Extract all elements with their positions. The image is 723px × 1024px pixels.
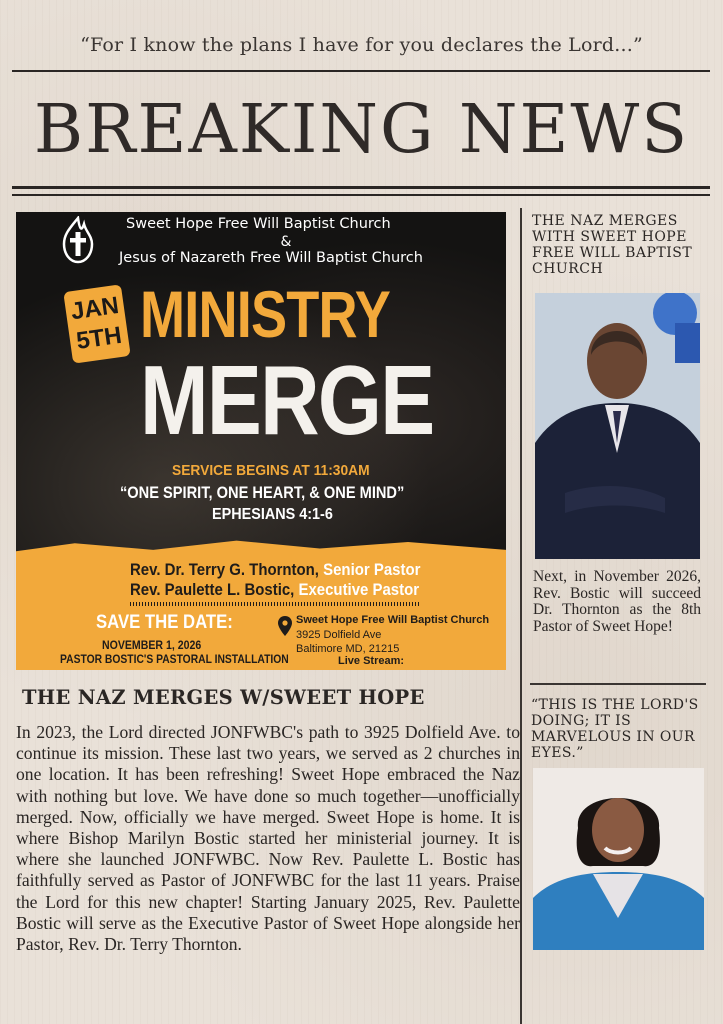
pastor-line-2	[130, 580, 419, 600]
date-badge	[63, 284, 130, 363]
flyer-church-name-2: Jesus of Nazareth Free Will Baptist Church	[119, 250, 423, 266]
flyer-ampersand: &	[280, 234, 292, 250]
pastor2-role: Executive Pastor	[298, 580, 420, 599]
address-church: Sweet Hope Free Will Baptist Church	[296, 614, 490, 626]
hatch-divider	[130, 602, 420, 606]
woman-portrait-image	[533, 768, 704, 950]
article-body: In 2023, the Lord directed JONFWBC's path to 3925 Dolfield Ave. to continue its mission. These last two years, we served as 2 churches in one location. It has been refreshing! Sweet Hope embraced the Naz with nothing but love. We have done so much together—unofficially merged. Now, officially we have merged. Sweet Hope is home. It is where Bishop Marilyn Bostic started her ministerial journey. It is where she launched JONFWBC. Now Rev. Paulette L. Bostic has faithfully served as Pastor of JONFWBC for the last 11 years. Praise the Lord for this new chapter! Starting January 2025, Rev. Paulette Bostic will serve as the Executive Pastor of Sweet Hope alongside her Pastor, Rev. Dr. Terry Thornton.	[16, 722, 520, 955]
address-street: 3925 Dolfield Ave	[296, 629, 382, 641]
flyer-title-merge: MERGE	[140, 345, 434, 455]
column-divider	[520, 208, 522, 1024]
top-rule	[12, 70, 710, 72]
flyer-motto: “ONE SPIRIT, ONE HEART, & ONE MIND”	[120, 483, 405, 502]
pastor-line-1	[130, 560, 420, 580]
masthead-rule-1	[12, 186, 710, 189]
masthead-rule-2	[12, 194, 710, 196]
sidebar-quote: “THIS IS THE LORD'S DOING; IT IS MARVELOUS IN OUR EYES.”	[531, 697, 699, 761]
article-headline: THE NAZ MERGES W/SWEET HOPE	[22, 686, 425, 709]
pastor2-name: Rev. Paulette L. Bostic,	[130, 580, 295, 599]
tagline: “For I know the plans I have for you declares the Lord...”	[80, 34, 643, 56]
save-the-date: SAVE THE DATE:	[96, 612, 233, 633]
address-city: Baltimore MD, 21215	[296, 643, 400, 655]
event-flyer	[16, 212, 506, 670]
flyer-verse: EPHESIANS 4:1-6	[212, 506, 333, 523]
man-portrait-image	[535, 293, 700, 559]
flyer-title-ministry: MINISTRY	[140, 277, 391, 351]
sidebar-caption: Next, in November 2026, Rev. Bostic will succeed Dr. Thornton as the 8th Pastor of Sweet Hope!	[533, 568, 701, 635]
masthead-title: BREAKING NEWS	[33, 90, 690, 168]
installation-date: NOVEMBER 1, 2026	[102, 638, 202, 652]
pastor1-role: Senior Pastor	[323, 560, 421, 579]
date-day: 5TH	[74, 321, 124, 355]
pastor1-name: Rev. Dr. Terry G. Thornton,	[130, 560, 319, 579]
date-month: JAN	[69, 291, 121, 326]
executive-pastor-photo	[533, 768, 704, 950]
installation-label: PASTOR BOSTIC'S PASTORAL INSTALLATION	[60, 652, 289, 666]
sidebar-rule	[530, 683, 706, 685]
live-stream-label: Live Stream:	[338, 655, 405, 667]
location-pin-icon	[278, 616, 292, 636]
service-time: SERVICE BEGINS AT 11:30AM	[172, 462, 370, 479]
senior-pastor-photo	[535, 293, 700, 559]
sidebar-headline: THE NAZ MERGES WITH SWEET HOPE FREE WILL BAPTIST CHURCH	[532, 213, 693, 277]
flyer-church-name-1: Sweet Hope Free Will Baptist Church	[126, 216, 391, 232]
